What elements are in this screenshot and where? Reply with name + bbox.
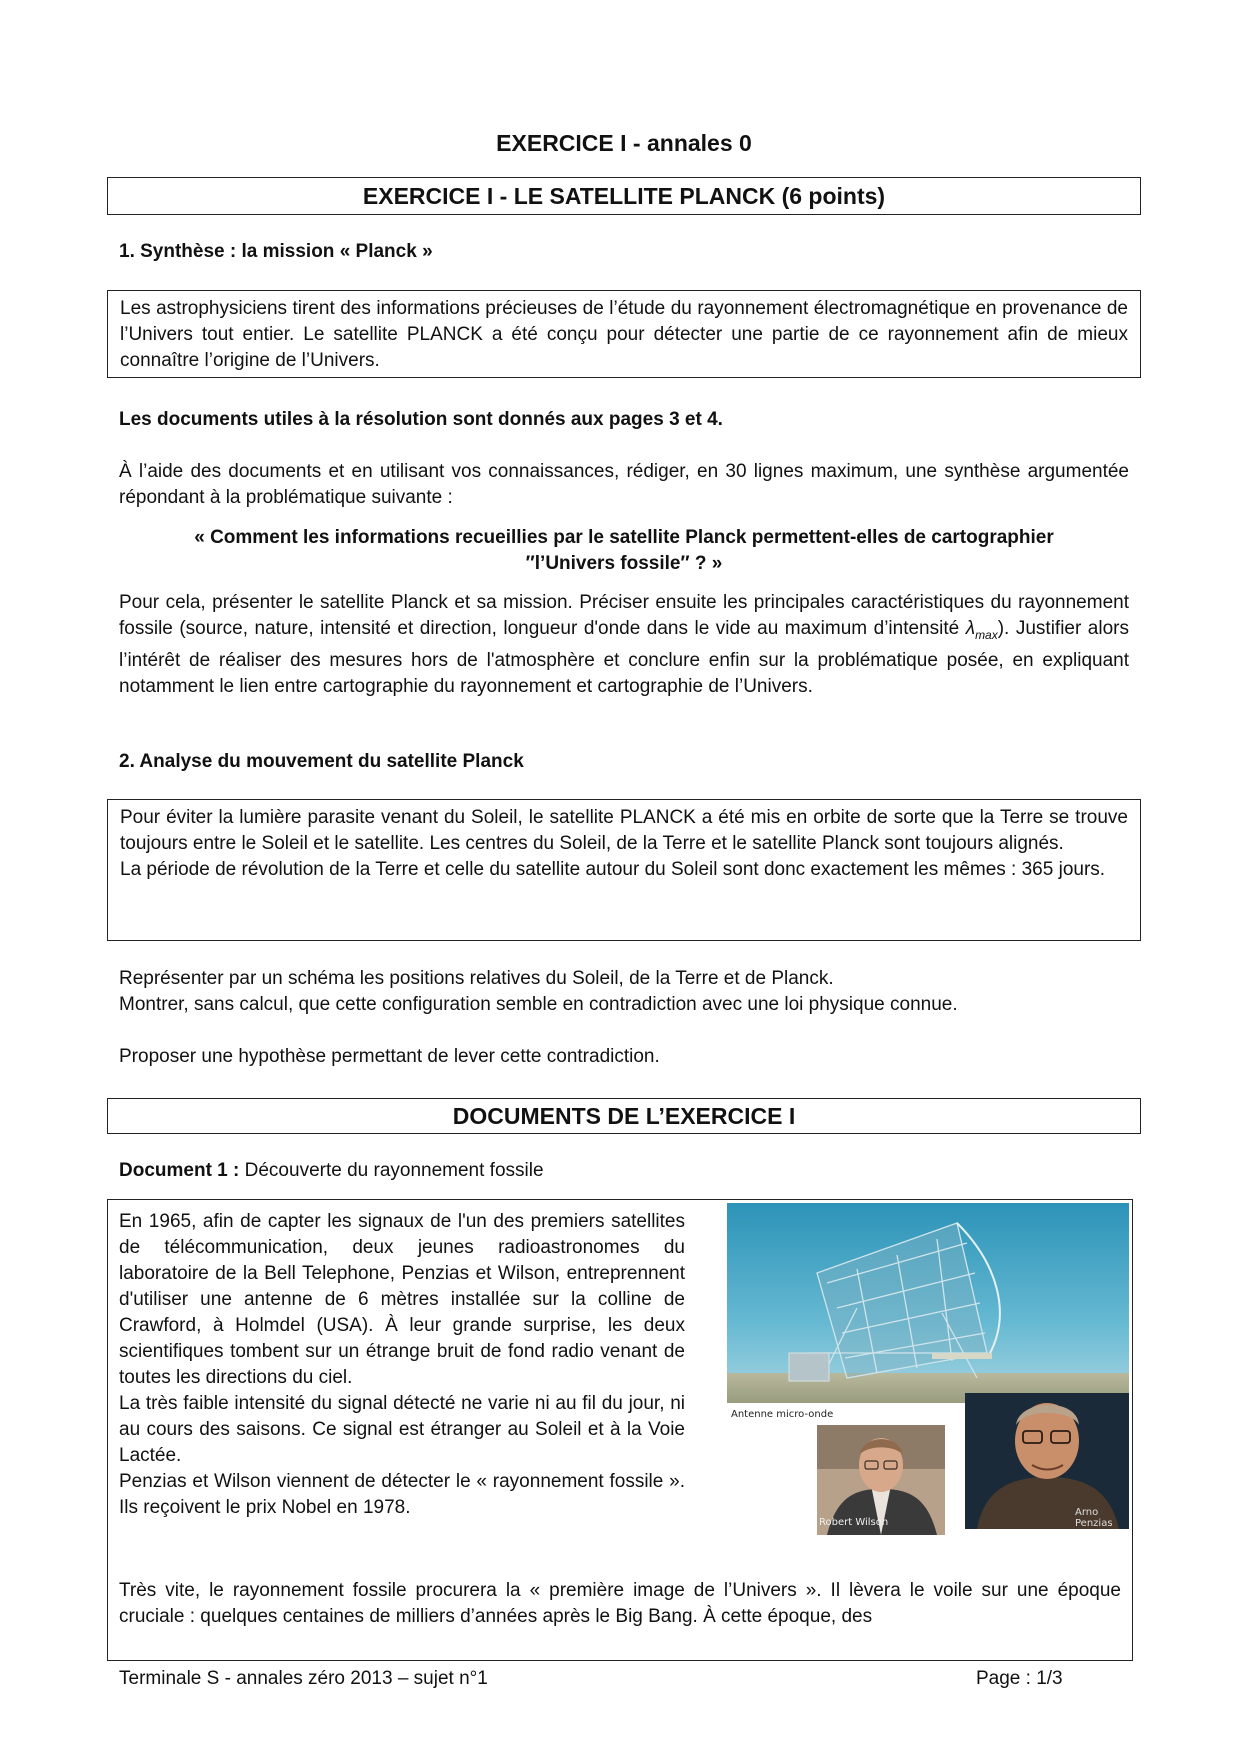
section2-box xyxy=(107,799,1141,941)
antenna-cabin xyxy=(789,1353,829,1381)
page-title: EXERCICE I - annales 0 xyxy=(496,130,752,156)
section2-box-text xyxy=(120,805,1128,883)
section2-heading: 2. Analyse du mouvement du satellite Planck xyxy=(119,751,524,772)
caption-wilson: Robert Wilson xyxy=(819,1517,889,1528)
doc1-text xyxy=(119,1209,685,1521)
task-1: Représenter par un schéma les positions relatives du Soleil, de la Terre et de Planck. xyxy=(119,968,834,989)
doc1-para2: La très faible intensité du signal détecté ne varie ni au fil du jour, ni au cours des saisons. Ce signal est étranger au Soleil et à la Voie Lactée. xyxy=(119,1393,685,1466)
doc1-title: Découverte du rayonnement fossile xyxy=(244,1160,544,1181)
doc1-para4: Très vite, le rayonnement fossile procurera la « première image de l’Univers ». Il lèvera le voile sur une époque cruciale : quelques centaines de milliers d’années après le Big Bang. À cette époque, des xyxy=(119,1580,1121,1627)
section2-box-para2: La période de révolution de la Terre et celle du satellite autour du Soleil sont donc exactement les mêmes : 365 jours. xyxy=(120,859,1106,880)
followup-text-end: ). Justifier alors l’intérêt de réaliser des mesures hors de l'atmosphère et conclure enfin sur la problématique posée, en expliquant notamment le lien entre cartographie du rayonnement et cartographie de l’Univers. xyxy=(119,618,1129,697)
documents-title: DOCUMENTS DE L’EXERCICE I xyxy=(452,1103,796,1129)
section1-heading: 1. Synthèse : la mission « Planck » xyxy=(119,241,433,262)
lambda-symbol: λ xyxy=(965,618,976,639)
task-2: Montrer, sans calcul, que cette configuration semble en contradiction avec une loi physique connue. xyxy=(119,994,958,1015)
question-line-1: « Comment les informations recueillies par le satellite Planck permettent-elles de cartographier xyxy=(194,527,1054,548)
intro-box xyxy=(107,290,1141,378)
footer-page-number: Page : 1/3 xyxy=(976,1668,1063,1689)
doc1-photo xyxy=(727,1203,1129,1539)
followup-text-start: Pour cela, présenter le satellite Planck et sa mission. Préciser ensuite les principales caractéristiques du rayonnement fossile (source, nature, intensité et direction, longueur d'onde dans le vide au maximum d’intensité xyxy=(119,592,1129,639)
doc1-heading xyxy=(119,1160,544,1182)
exercise-title: EXERCICE I - LE SATELLITE PLANCK (6 points) xyxy=(362,183,886,209)
caption-penzias: Arno Penzias xyxy=(1075,1507,1113,1529)
photo-illustration xyxy=(727,1203,1129,1539)
documents-note: Les documents utiles à la résolution sont donnés aux pages 3 et 4. xyxy=(119,409,723,430)
question-line-2: ″l’Univers fossile″ ? » xyxy=(525,553,723,574)
section2-tasks xyxy=(119,966,958,1018)
doc1-para1: En 1965, afin de capter les signaux de l'un des premiers satellites de télécommunication, deux jeunes radioastronomes du laboratoire de la Bell Telephone, Penzias et Wilson, entreprennent d'utiliser une antenne de 6 mètres installée sur la colline de Crawford, à Holmdel (USA). À leur grande surprise, les deux scientifiques tombent sur un étrange bruit de fond radio venant de toutes les directions du ciel. xyxy=(119,1211,685,1388)
intro-text: Les astrophysiciens tirent des informations précieuses de l’étude du rayonnement électromagnétique en provenance de l’Univers tout entier. Le satellite PLANCK a été conçu pour détecter une partie de ce rayonnement afin de mieux connaître l’origine de l’Univers. xyxy=(120,298,1128,371)
footer-left: Terminale S - annales zéro 2013 – sujet n°1 xyxy=(119,1668,488,1689)
doc1-label: Document 1 : xyxy=(119,1160,240,1181)
problem-question xyxy=(119,525,1129,577)
task-3: Proposer une hypothèse permettant de lever cette contradiction. xyxy=(119,1046,660,1067)
synthesis-instruction: À l’aide des documents et en utilisant vos connaissances, rédiger, en 30 lignes maximum, une synthèse argumentée répondant à la problématique suivante : xyxy=(119,461,1129,508)
caption-antenna: Antenne micro-onde xyxy=(731,1409,834,1420)
title-box xyxy=(107,177,1141,215)
section2-box-para1: Pour éviter la lumière parasite venant du Soleil, le satellite PLANCK a été mis en orbite de sorte que la Terre se trouve toujours entre le Soleil et le satellite. Les centres du Soleil, de la Terre et le satellite Planck sont toujours alignés. xyxy=(120,807,1128,854)
synthesis-followup xyxy=(119,590,1129,700)
documents-title-box xyxy=(107,1098,1141,1134)
lambda-subscript: max xyxy=(975,627,998,642)
doc1-para3: Penzias et Wilson viennent de détecter le « rayonnement fossile ». Ils reçoivent le prix Nobel en 1978. xyxy=(119,1471,685,1518)
